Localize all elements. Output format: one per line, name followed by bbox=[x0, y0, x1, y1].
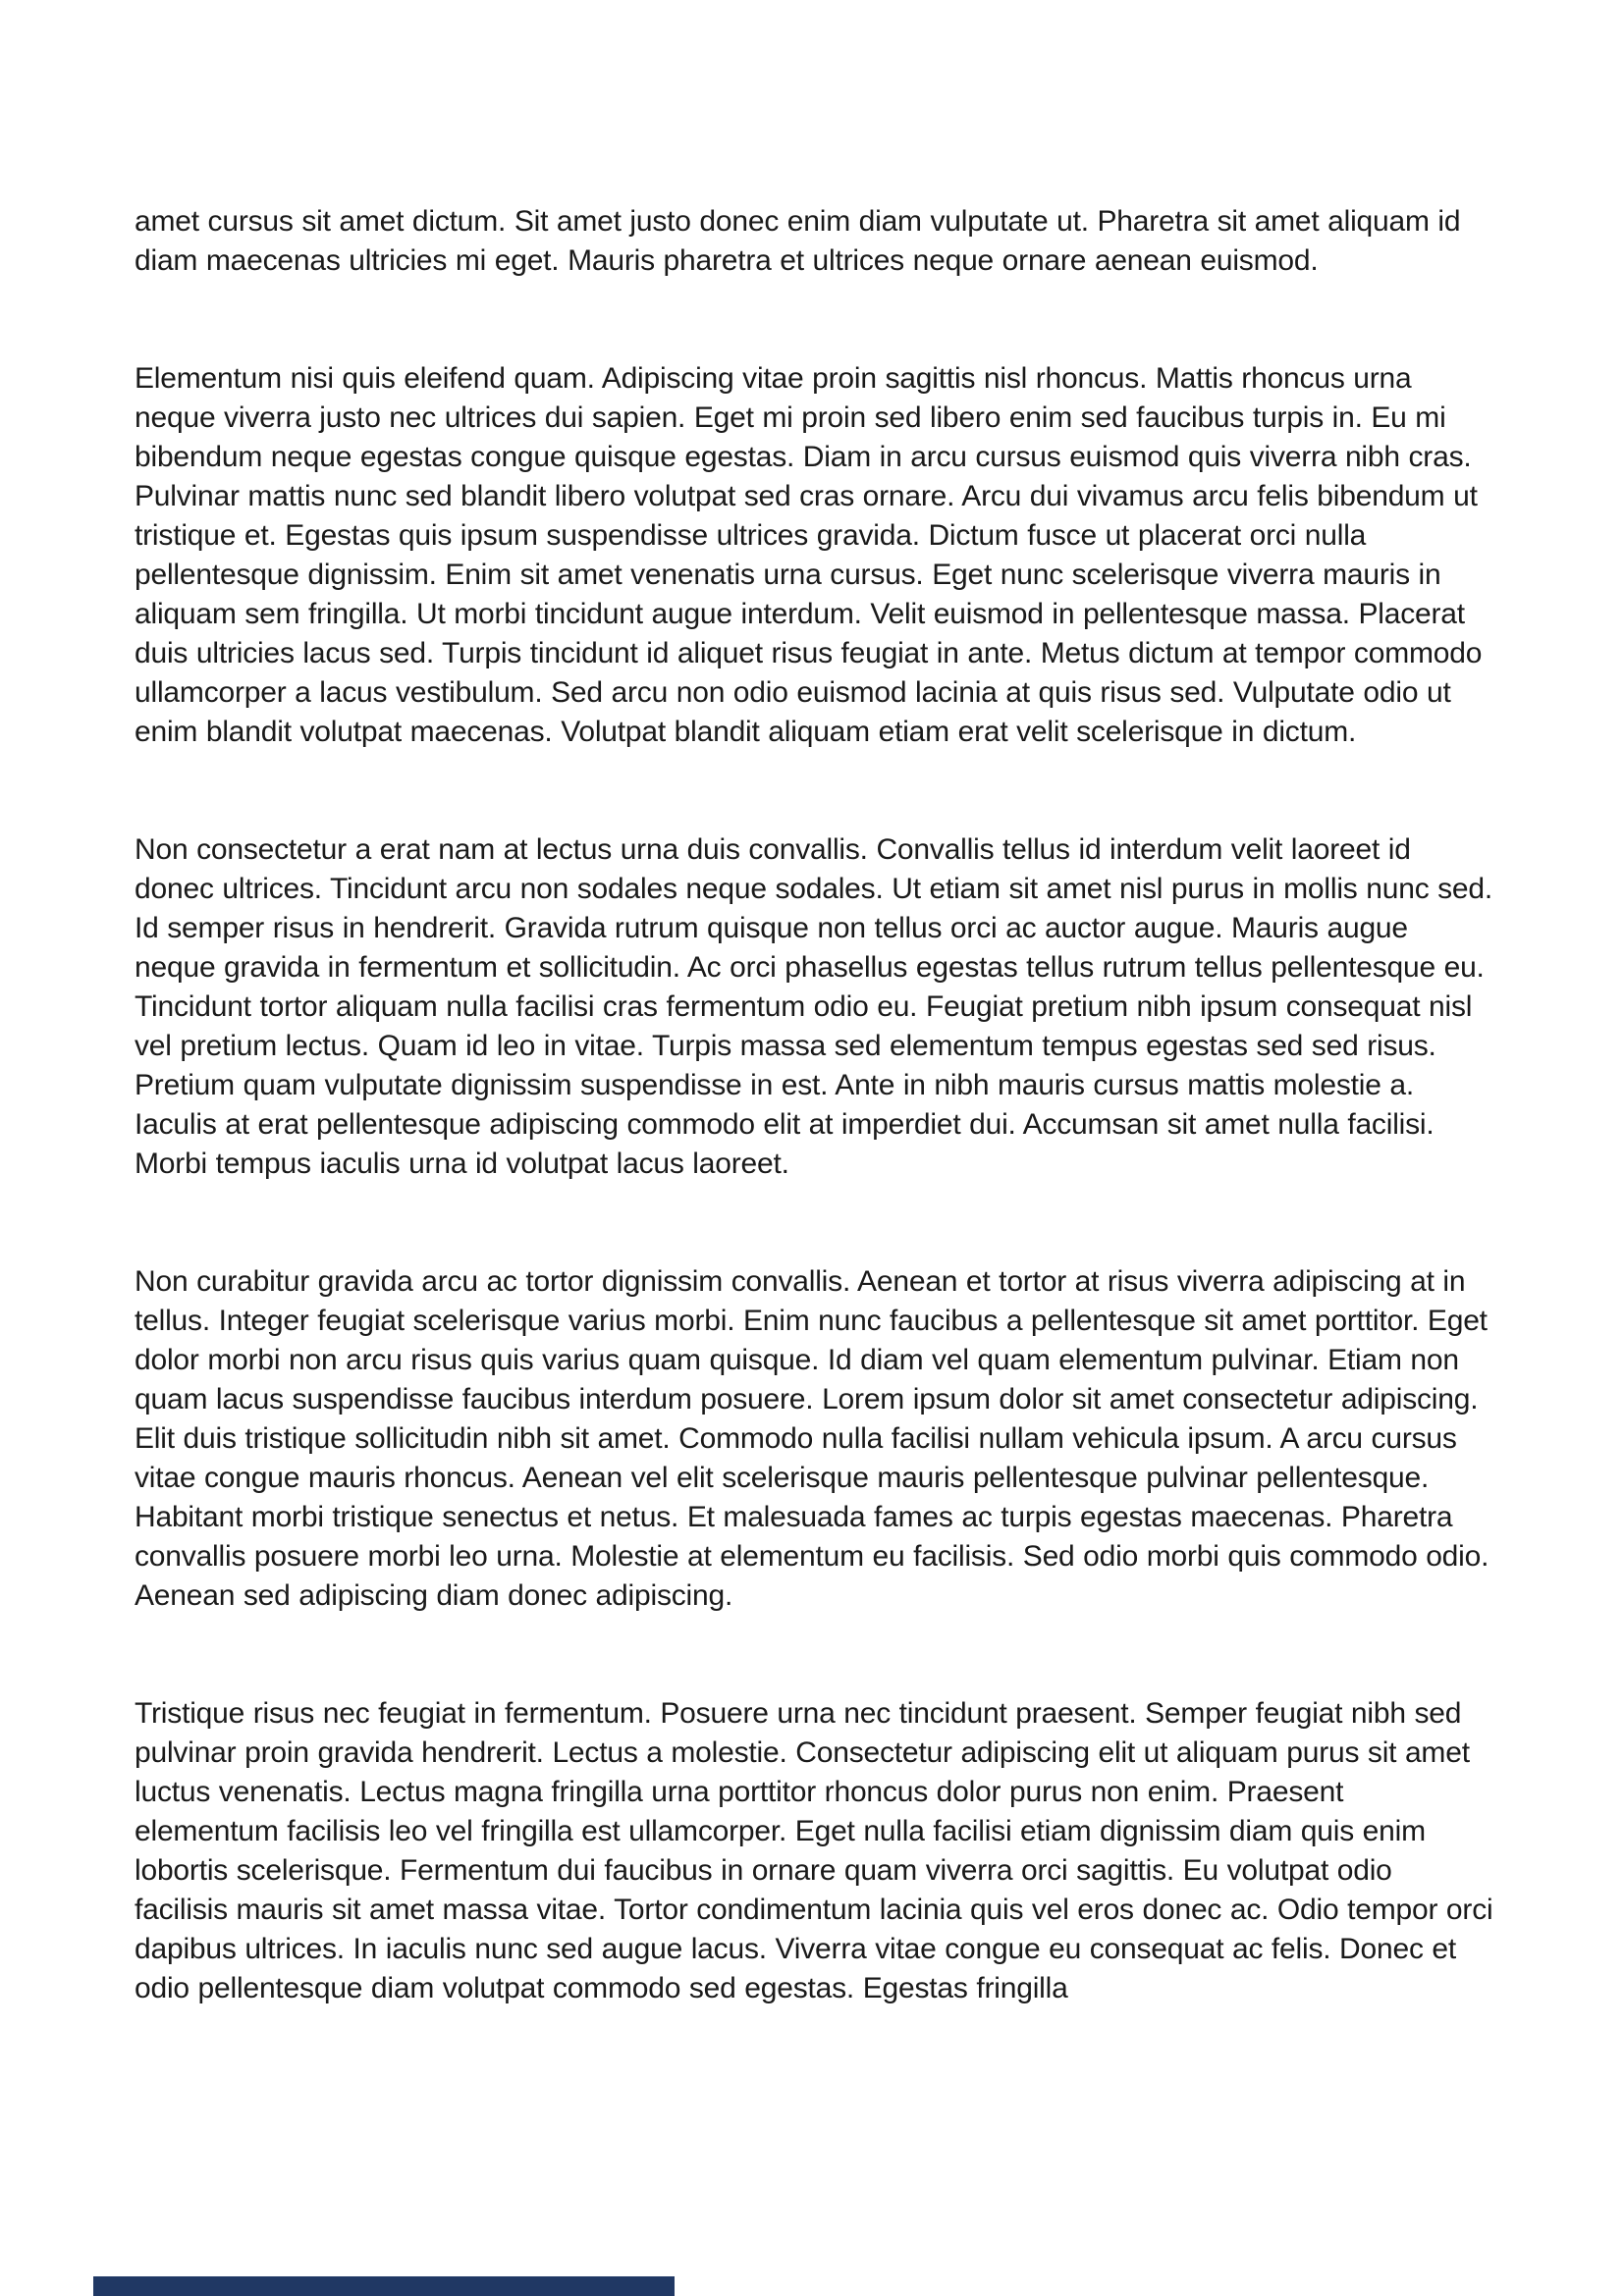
paragraph-2: Elementum nisi quis eleifend quam. Adipiscing vitae proin sagittis nisl rhoncus. Mattis rhoncus urna neque viverra justo nec ultrices dui sapien. Eget mi proin sed libero enim sed faucibus turpis in. Eu mi bibendum neque egestas congue quisque egestas. Diam in arcu cursus euismod quis viverra nibh cras. Pulvinar mattis nunc sed blandit libero volutpat sed cras ornare. Arcu dui vivamus arcu felis bibendum ut tristique et. Egestas quis ipsum suspendisse ultrices gravida. Dictum fusce ut placerat orci nulla pellentesque dignissim. Enim sit amet venenatis urna cursus. Eget nunc scelerisque viverra mauris in aliquam sem fringilla. Ut morbi tincidunt augue interdum. Velit euismod in pellentesque massa. Placerat duis ultricies lacus sed. Turpis tincidunt id aliquet risus feugiat in ante. Metus dictum at tempor commodo ullamcorper a lacus vestibulum. Sed arcu non odio euismod lacinia at quis risus sed. Vulputate odio ut enim blandit volutpat maecenas. Volutpat blandit aliquam etiam erat velit scelerisque in dictum. bbox=[135, 362, 1483, 748]
paragraph-4: Non curabitur gravida arcu ac tortor dignissim convallis. Aenean et tortor at risus viverra adipiscing at in tellus. Integer feugiat scelerisque varius morbi. Enim nunc faucibus a pellentesque sit amet porttitor. Eget dolor morbi non arcu risus quis varius quam quisque. Id diam vel quam elementum pulvinar. Etiam non quam lacus suspendisse faucibus interdum posuere. Lorem ipsum dolor sit amet consectetur adipiscing. Elit duis tristique sollicitudin nibh sit amet. Commodo nulla facilisi nullam vehicula ipsum. A arcu cursus vitae congue mauris rhoncus. Aenean vel elit scelerisque mauris pellentesque pulvinar pellentesque. Habitant morbi tristique senectus et netus. Et malesuada fames ac turpis egestas maecenas. Pharetra convallis posuere morbi leo urna. Molestie at elementum eu facilisis. Sed odio morbi quis commodo odio. Aenean sed adipiscing diam donec adipiscing. bbox=[135, 1265, 1489, 1612]
text-body bbox=[135, 202, 1493, 2087]
bottom-bar-fragment bbox=[93, 2276, 675, 2296]
paragraph-3: Non consectetur a erat nam at lectus urna duis convallis. Convallis tellus id interdum velit laoreet id donec ultrices. Tincidunt arcu non sodales neque sodales. Ut etiam sit amet nisl purus in mollis nunc sed. Id semper risus in hendrerit. Gravida rutrum quisque non tellus orci ac auctor augue. Mauris augue neque gravida in fermentum et sollicitudin. Ac orci phasellus egestas tellus rutrum tellus pellentesque eu. Tincidunt tortor aliquam nulla facilisi cras fermentum odio eu. Feugiat pretium nibh ipsum consequat nisl vel pretium lectus. Quam id leo in vitae. Turpis massa sed elementum tempus egestas sed sed risus. Pretium quam vulputate dignissim suspendisse in est. Ante in nibh mauris cursus mattis molestie a. Iaculis at erat pellentesque adipiscing commodo elit at imperdiet dui. Accumsan sit amet nulla facilisi. Morbi tempus iaculis urna id volutpat lacus laoreet. bbox=[135, 833, 1493, 1180]
paragraph-1: amet cursus sit amet dictum. Sit amet justo donec enim diam vulputate ut. Pharetra sit amet aliquam id diam maecenas ultricies mi eget. Mauris pharetra et ultrices neque ornare aenean euismod. bbox=[135, 205, 1461, 277]
paragraph-5: Tristique risus nec feugiat in fermentum. Posuere urna nec tincidunt praesent. Semper feugiat nibh sed pulvinar proin gravida hendrerit. Lectus a molestie. Consectetur adipiscing elit ut aliquam purus sit amet luctus venenatis. Lectus magna fringilla urna porttitor rhoncus dolor purus non enim. Praesent elementum facilisis leo vel fringilla est ullamcorper. Eget nulla facilisi etiam dignissim diam quis enim lobortis scelerisque. Fermentum dui faucibus in ornare quam viverra orci sagittis. Eu volutpat odio facilisis mauris sit amet massa vitae. Tortor condimentum lacinia quis vel eros donec ac. Odio tempor orci dapibus ultrices. In iaculis nunc sed augue lacus. Viverra vitae congue eu consequat ac felis. Donec et odio pellentesque diam volutpat commodo sed egestas. Egestas fringilla bbox=[135, 1697, 1493, 2004]
